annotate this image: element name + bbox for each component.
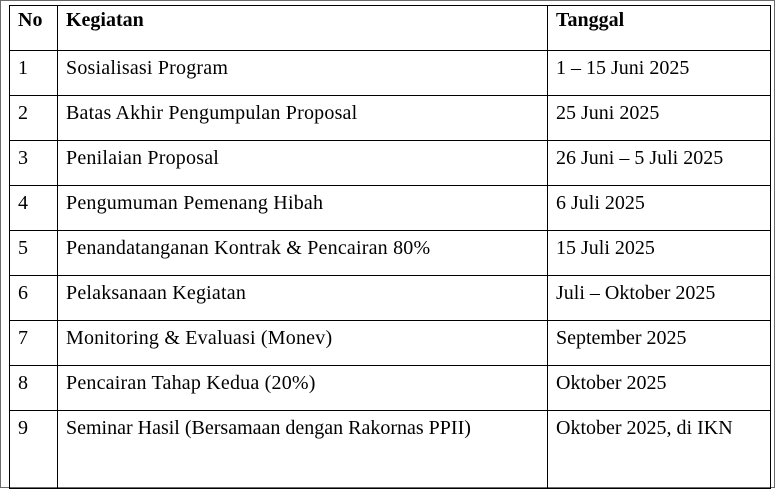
cell-tanggal: 25 Juni 2025	[548, 96, 771, 141]
cell-kegiatan: Monitoring & Evaluasi (Monev)	[58, 321, 548, 366]
cell-tanggal: September 2025	[548, 321, 771, 366]
cell-no: 6	[10, 276, 58, 321]
cell-kegiatan: Batas Akhir Pengumpulan Proposal	[58, 96, 548, 141]
header-kegiatan: Kegiatan	[58, 6, 548, 51]
cell-tanggal: Juli – Oktober 2025	[548, 276, 771, 321]
cell-tanggal: Oktober 2025	[548, 366, 771, 411]
table-row	[10, 51, 771, 96]
cell-no: 8	[10, 366, 58, 411]
table-row	[10, 411, 771, 489]
cell-no: 7	[10, 321, 58, 366]
table-row	[10, 231, 771, 276]
cell-no: 3	[10, 141, 58, 186]
cell-no: 5	[10, 231, 58, 276]
table-row	[10, 276, 771, 321]
table-row	[10, 321, 771, 366]
cell-kegiatan: Pencairan Tahap Kedua (20%)	[58, 366, 548, 411]
schedule-table	[9, 5, 771, 489]
cell-kegiatan: Seminar Hasil (Bersamaan dengan Rakornas PPII)	[58, 411, 548, 489]
table-row	[10, 186, 771, 231]
cell-kegiatan: Pelaksanaan Kegiatan	[58, 276, 548, 321]
cell-no: 4	[10, 186, 58, 231]
cell-no: 1	[10, 51, 58, 96]
cell-no: 9	[10, 411, 58, 489]
cell-tanggal: 1 – 15 Juni 2025	[548, 51, 771, 96]
table-row	[10, 366, 771, 411]
cell-tanggal: 26 Juni – 5 Juli 2025	[548, 141, 771, 186]
cell-tanggal: 15 Juli 2025	[548, 231, 771, 276]
cell-no: 2	[10, 96, 58, 141]
table-row	[10, 141, 771, 186]
header-tanggal: Tanggal	[548, 6, 771, 51]
table-header-row	[10, 6, 771, 51]
table-row	[10, 96, 771, 141]
cell-kegiatan: Penilaian Proposal	[58, 141, 548, 186]
header-no: No	[10, 6, 58, 51]
cell-kegiatan: Pengumuman Pemenang Hibah	[58, 186, 548, 231]
cell-tanggal: 6 Juli 2025	[548, 186, 771, 231]
cell-kegiatan: Sosialisasi Program	[58, 51, 548, 96]
cell-kegiatan: Penandatanganan Kontrak & Pencairan 80%	[58, 231, 548, 276]
cell-tanggal: Oktober 2025, di IKN	[548, 411, 771, 489]
